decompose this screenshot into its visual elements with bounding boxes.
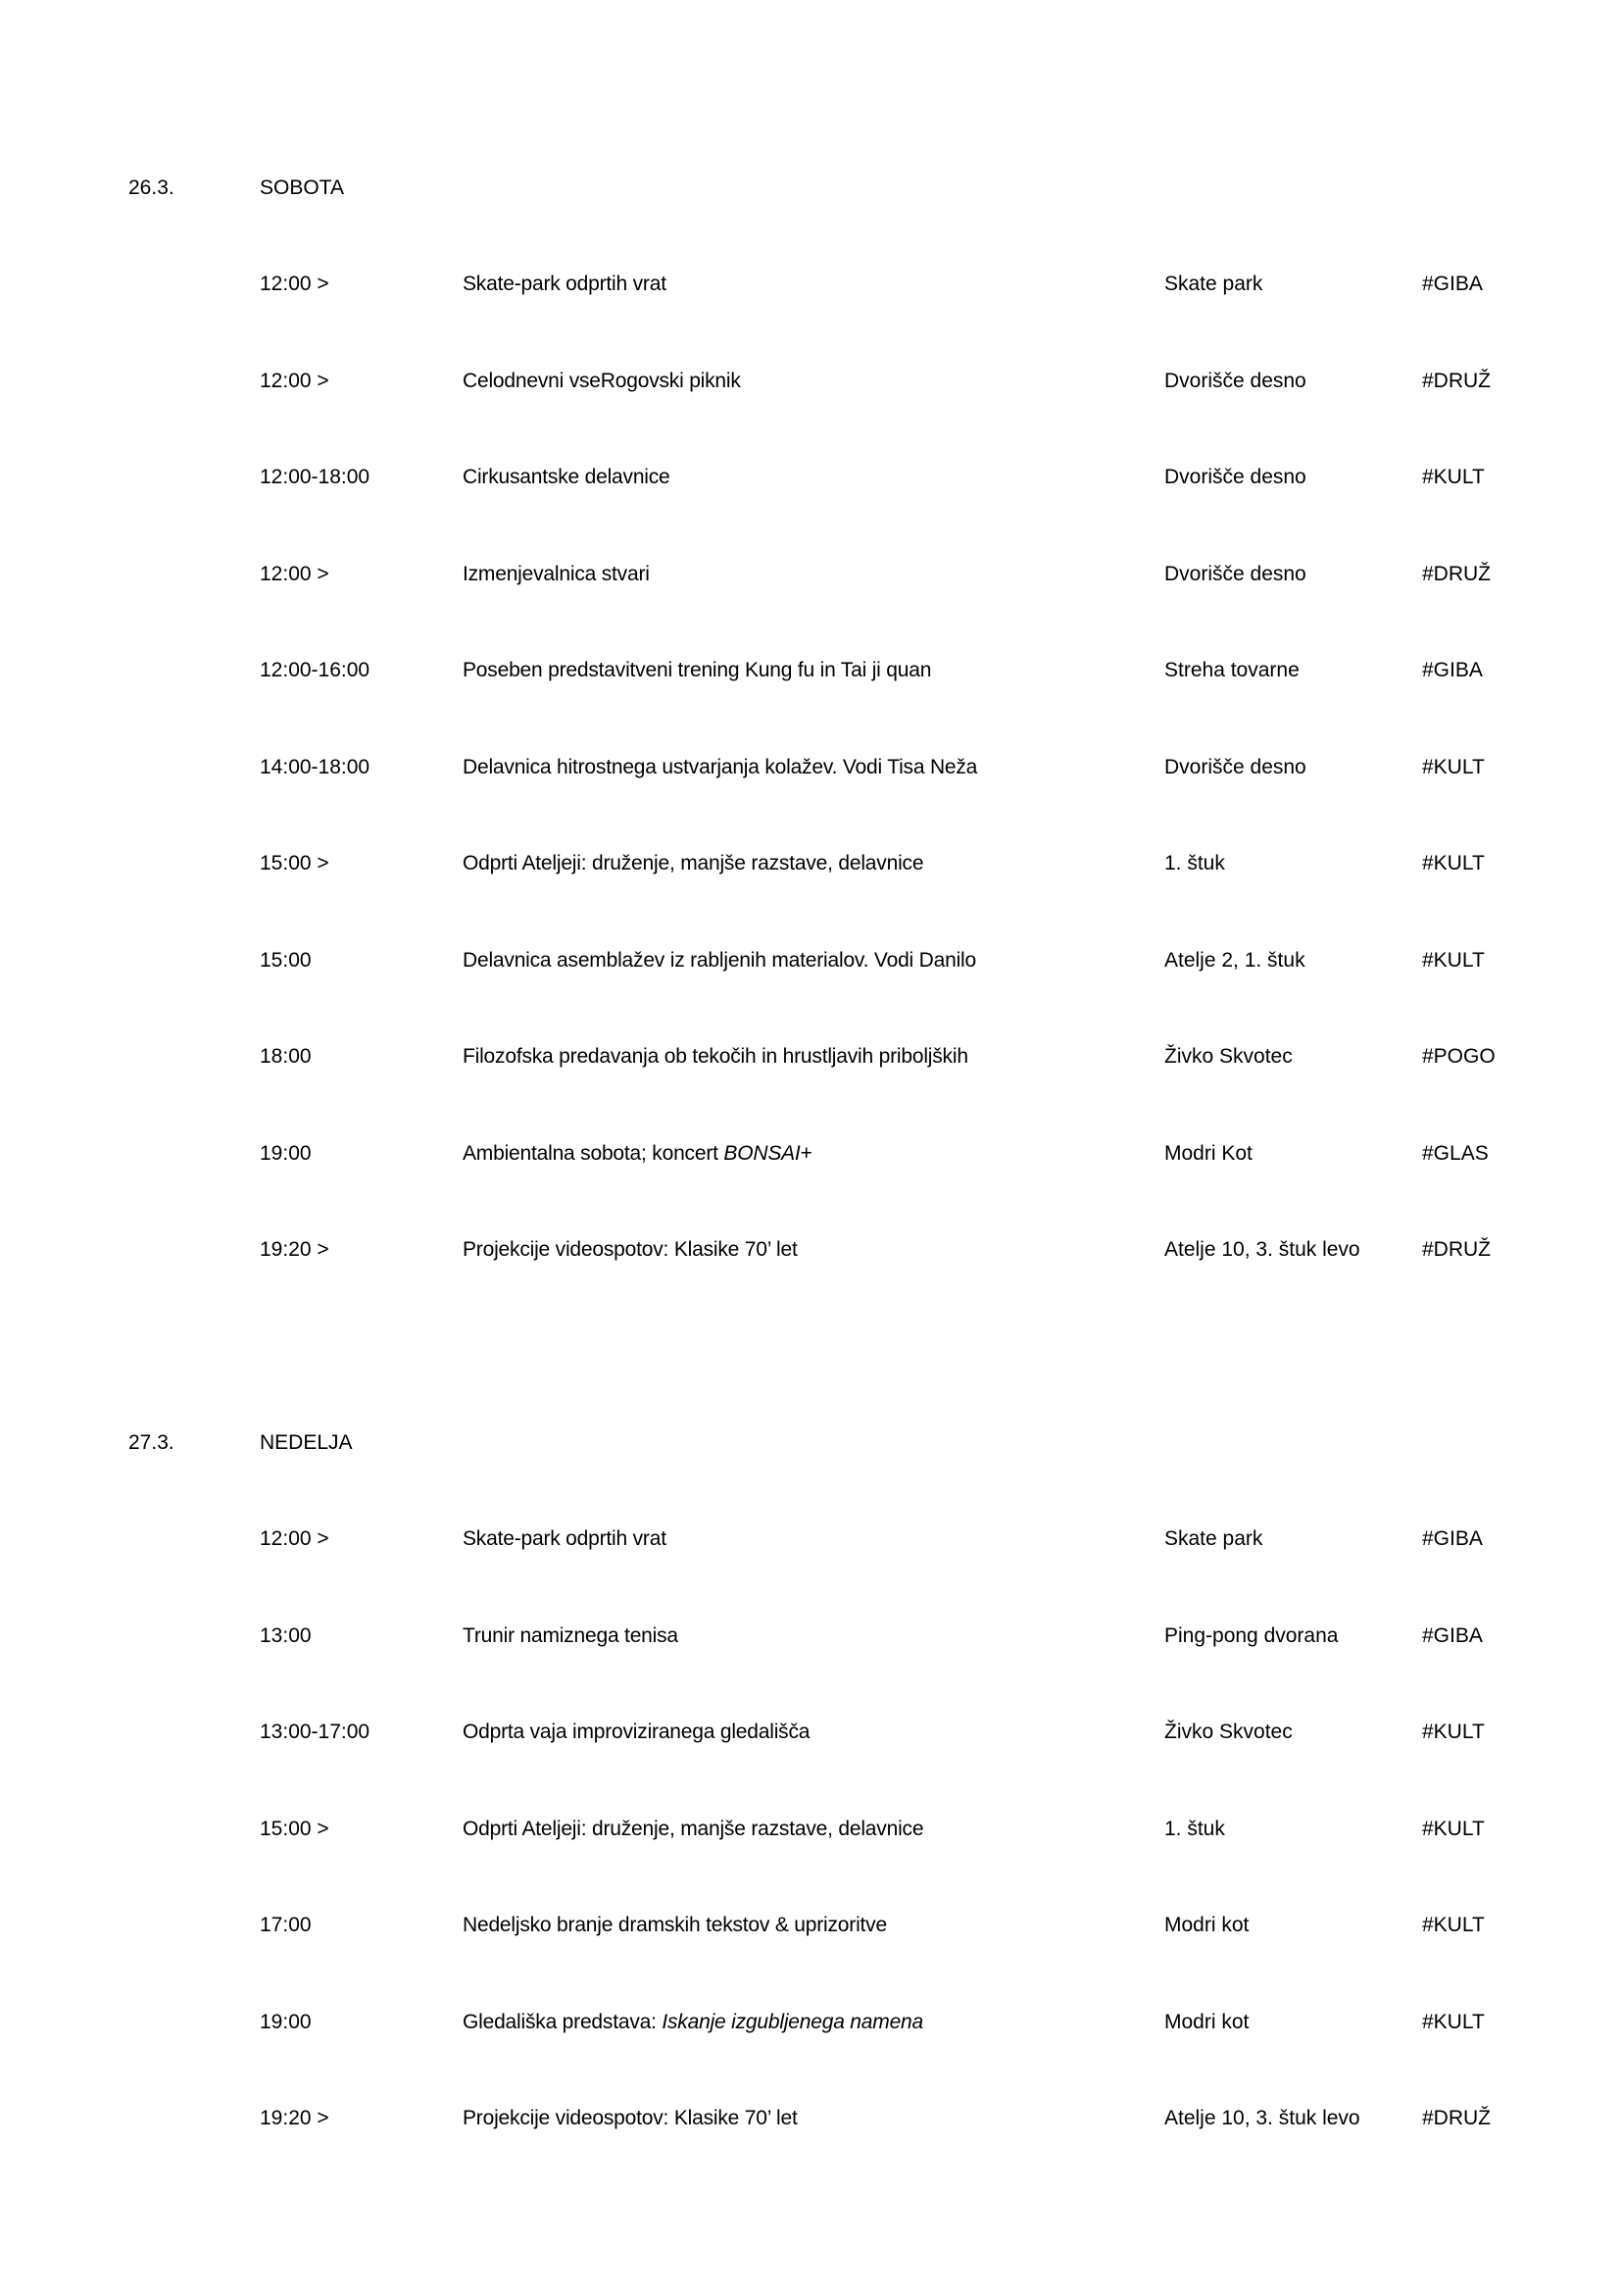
event-title-text: Nedeljsko branje dramskih tekstov & uprizoritve xyxy=(463,1914,887,1936)
event-title-text: Celodnevni vseRogovski piknik xyxy=(463,369,741,392)
event-tag: #DRUŽ xyxy=(1422,1238,1492,1261)
event-tag: #GLAS xyxy=(1422,1141,1489,1165)
event-list xyxy=(0,1520,1623,2196)
event-time: 12:00 > xyxy=(260,273,329,295)
event-title-text: Projekcije videospotov: Klasike 70’ let xyxy=(463,2107,798,2129)
event-title xyxy=(463,272,666,297)
event-title xyxy=(463,1237,798,1263)
event-title-italic: Iskanje izgubljenega namena xyxy=(662,2010,924,2033)
event-title-text: Cirkusantske delavnice xyxy=(463,466,670,488)
event-title xyxy=(463,1141,812,1167)
event-row xyxy=(0,1230,1623,1327)
event-title-suffix: + xyxy=(800,1141,812,1165)
event-title xyxy=(463,465,670,490)
event-location: Streha tovarne xyxy=(1164,659,1300,681)
event-row xyxy=(0,1037,1623,1134)
event-time: 18:00 xyxy=(260,1045,312,1068)
event-time: 13:00 xyxy=(260,1623,312,1647)
event-row xyxy=(0,555,1623,652)
event-tag: #GIBA xyxy=(1422,1623,1483,1647)
event-row xyxy=(0,362,1623,459)
event-tag: #KULT xyxy=(1422,2010,1485,2033)
event-tag: #KULT xyxy=(1422,1721,1485,1743)
event-tag: #KULT xyxy=(1422,755,1485,778)
event-row xyxy=(0,941,1623,1038)
day-date: 26.3. xyxy=(128,176,174,199)
event-location: Živko Skvotec xyxy=(1164,1721,1293,1743)
event-title xyxy=(463,658,931,683)
event-location: Skate park xyxy=(1164,1527,1263,1550)
event-time: 15:00 > xyxy=(260,1817,329,1840)
event-time: 14:00-18:00 xyxy=(260,755,370,778)
event-row xyxy=(0,651,1623,748)
event-title-text: Trunir namiznega tenisa xyxy=(463,1623,678,1647)
event-title-text: Delavnica asemblažev iz rabljenih materialov. Vodi Danilo xyxy=(463,948,976,972)
event-title xyxy=(463,851,923,876)
day-date: 27.3. xyxy=(128,1431,174,1454)
event-title-italic: BONSAI xyxy=(723,1141,801,1165)
event-time: 13:00-17:00 xyxy=(260,1721,370,1743)
event-title xyxy=(463,948,976,973)
event-title xyxy=(463,562,650,587)
event-title xyxy=(463,755,977,780)
event-title-text: Projekcije videospotov: Klasike 70’ let xyxy=(463,1238,798,1261)
event-title-text: Poseben predstavitveni trening Kung fu in Tai ji quan xyxy=(463,659,932,681)
event-row xyxy=(0,1617,1623,1714)
event-title-text: Odprti Ateljeji: druženje, manjše razstave, delavnice xyxy=(463,852,924,874)
event-title xyxy=(463,1044,968,1070)
event-tag: #GIBA xyxy=(1422,659,1483,681)
event-title-text: Filozofska predavanja ob tekočih in hrustljavih priboljških xyxy=(463,1045,968,1068)
event-title xyxy=(463,1623,678,1649)
event-title xyxy=(463,1817,923,1842)
event-row xyxy=(0,1134,1623,1231)
event-location: 1. štuk xyxy=(1164,1817,1225,1840)
day-block-sunday xyxy=(0,1423,1623,2196)
event-location: Ping-pong dvorana xyxy=(1164,1623,1339,1647)
event-location: Dvorišče desno xyxy=(1164,562,1306,585)
event-title xyxy=(463,1720,810,1745)
day-block-saturday xyxy=(0,169,1623,1327)
event-title-text: Gledališka predstava: xyxy=(463,2010,663,2033)
event-title xyxy=(463,2106,798,2131)
event-location: Modri kot xyxy=(1164,2010,1250,2033)
event-location: Dvorišče desno xyxy=(1164,466,1306,488)
event-time: 17:00 xyxy=(260,1914,312,1936)
event-title-text: Ambientalna sobota; koncert xyxy=(463,1141,724,1165)
event-tag: #GIBA xyxy=(1422,273,1483,295)
event-title-text: Skate-park odprtih vrat xyxy=(463,1527,666,1550)
event-tag: #DRUŽ xyxy=(1422,369,1492,392)
event-time: 19:20 > xyxy=(260,2107,329,2129)
event-tag: #KULT xyxy=(1422,1817,1485,1840)
event-time: 12:00-16:00 xyxy=(260,659,370,681)
event-tag: #KULT xyxy=(1422,466,1485,488)
event-row xyxy=(0,458,1623,555)
event-location: 1. štuk xyxy=(1164,852,1225,874)
event-row xyxy=(0,844,1623,941)
event-time: 15:00 > xyxy=(260,852,329,874)
event-time: 12:00 > xyxy=(260,1527,329,1550)
event-row xyxy=(0,2003,1623,2100)
event-location: Dvorišče desno xyxy=(1164,369,1306,392)
event-location: Dvorišče desno xyxy=(1164,755,1306,778)
event-location: Modri kot xyxy=(1164,1914,1250,1936)
event-title-text: Skate-park odprtih vrat xyxy=(463,273,666,295)
day-name: NEDELJA xyxy=(260,1431,353,1454)
event-location: Atelje 10, 3. štuk levo xyxy=(1164,2107,1360,2129)
event-title xyxy=(463,1526,666,1552)
day-header xyxy=(0,1423,1623,1463)
event-tag: #DRUŽ xyxy=(1422,2107,1492,2129)
event-row xyxy=(0,1906,1623,2003)
event-location: Skate park xyxy=(1164,273,1263,295)
event-location: Atelje 10, 3. štuk levo xyxy=(1164,1238,1360,1261)
event-tag: #POGO xyxy=(1422,1045,1496,1068)
event-title-text: Izmenjevalnica stvari xyxy=(463,562,650,585)
event-location: Atelje 2, 1. štuk xyxy=(1164,948,1305,972)
event-time: 19:00 xyxy=(260,1141,312,1165)
event-time: 12:00-18:00 xyxy=(260,466,370,488)
event-title xyxy=(463,1913,887,1938)
event-time: 15:00 xyxy=(260,948,312,972)
event-time: 12:00 > xyxy=(260,369,329,392)
day-header xyxy=(0,169,1623,208)
event-list xyxy=(0,265,1623,1327)
event-tag: #KULT xyxy=(1422,852,1485,874)
event-tag: #KULT xyxy=(1422,948,1485,972)
event-tag: #DRUŽ xyxy=(1422,562,1492,585)
event-row xyxy=(0,265,1623,362)
event-location: Živko Skvotec xyxy=(1164,1045,1293,1068)
day-name: SOBOTA xyxy=(260,176,344,199)
event-row xyxy=(0,2099,1623,2196)
event-tag: #GIBA xyxy=(1422,1527,1483,1550)
event-title-text: Odprta vaja improviziranega gledališča xyxy=(463,1721,811,1743)
event-time: 12:00 > xyxy=(260,562,329,585)
event-title xyxy=(463,2010,923,2035)
event-row xyxy=(0,1713,1623,1810)
event-time: 19:20 > xyxy=(260,1238,329,1261)
event-title xyxy=(463,369,741,394)
event-location: Modri Kot xyxy=(1164,1141,1253,1165)
event-time: 19:00 xyxy=(260,2010,312,2033)
event-row xyxy=(0,1810,1623,1907)
event-tag: #KULT xyxy=(1422,1914,1485,1936)
event-row xyxy=(0,748,1623,845)
event-row xyxy=(0,1520,1623,1617)
event-title-text: Odprti Ateljeji: druženje, manjše razstave, delavnice xyxy=(463,1817,924,1840)
event-title-text: Delavnica hitrostnega ustvarjanja kolažev. Vodi Tisa Neža xyxy=(463,755,978,778)
